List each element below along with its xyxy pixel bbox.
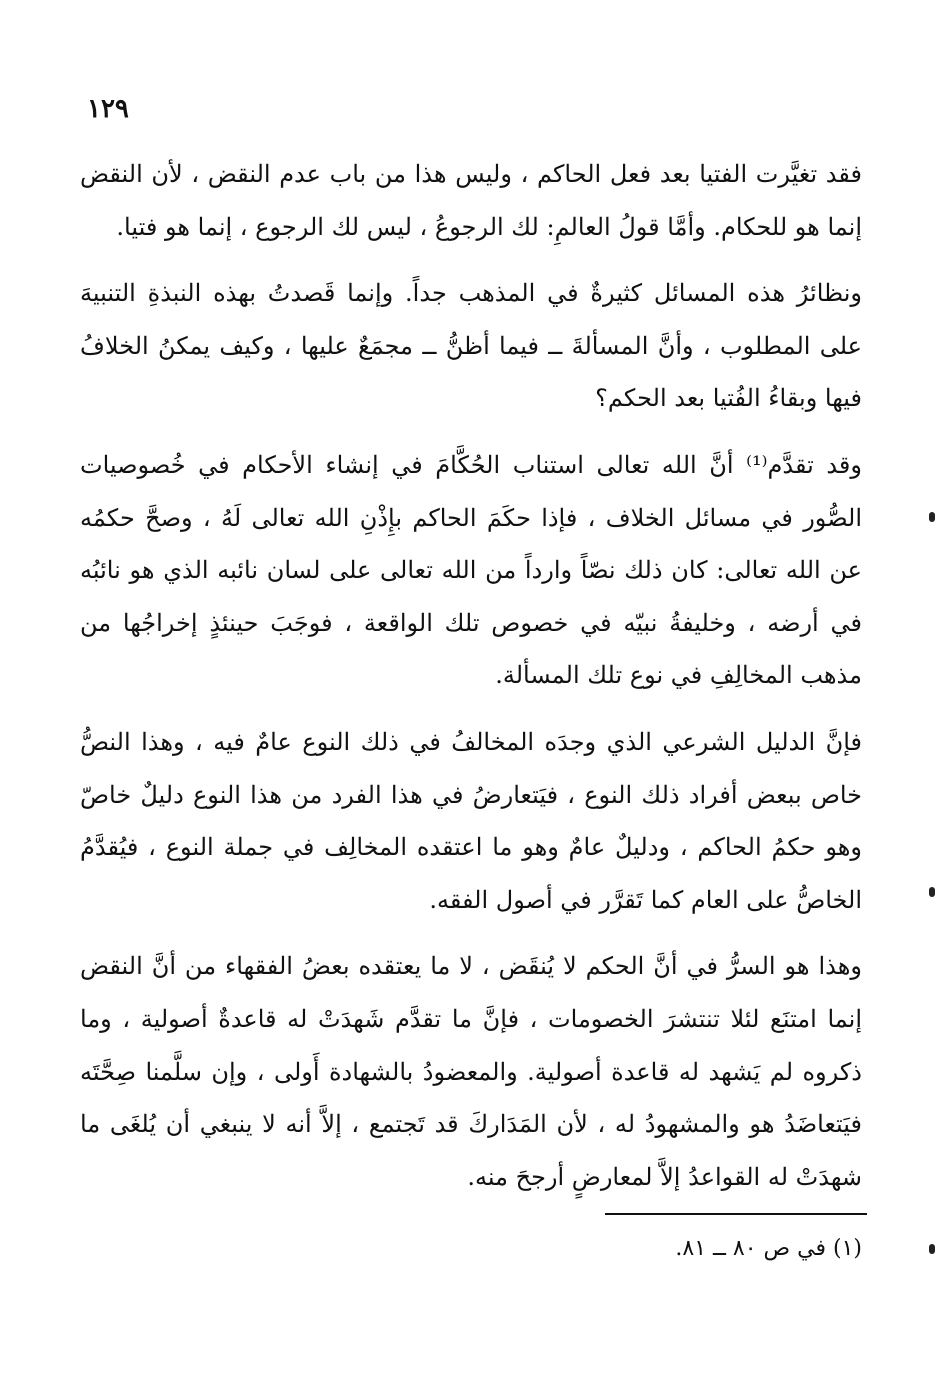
footnote: (١) في ص ٨٠ ــ ٨١. [675, 1236, 862, 1261]
paragraph: وقد تقدَّم⁽¹⁾ أنَّ الله تعالى استناب الحُكَّامَ في إنشاء الأحكام في خُصوصيات الصُّور في مسائل الخلاف ، فإذا حكَمَ الحاكم بإِذْنِ الله تعالى لَهُ ، وصحَّ حكمُه عن الله تعالى: كان ذلك نصّاً وارداً من الله تعالى على لسان نائبه الذي هو نائبُه في أرضه ، وخليفةُ نبيّه في خصوص تلك الواقعة ، فوجَبَ حينئذٍ إخراجُها من مذهب المخالِفِ في نوع تلك المسألة. [80, 450, 862, 690]
binding-hole-mark [929, 887, 935, 897]
paragraph: فإنَّ الدليل الشرعي الذي وجدَه المخالفُ في ذلك النوع عامٌ فيه ، وهذا النصُّ خاص ببعض أفراد ذلك النوع ، فيَتعارضُ في هذا الفرد من هذا النوع دليلٌ خاصّ وهو حكمُ الحاكم ، ودليلٌ عامٌ وهو ما اعتقده المخالِف في جملة النوع ، فيُقدَّمُ الخاصُّ على العام كما تَقرَّر في أصول الفقه. [80, 727, 862, 914]
paragraph: وهذا هو السرُّ في أنَّ الحكم لا يُنقَض ، لا ما يعتقده بعضُ الفقهاء من أنَّ النقض إنما امتنَع لئلا تنتشرَ الخصومات ، فإنَّ ما تقدَّم شَهدَتْ له قاعدةٌ أصولية ، وما ذكروه لم يَشهد له قاعدة أصولية. والمعضودُ بالشهادة أَولى ، وإن سلَّمنا صِحَّتَه فيَتعاضَدُ هو والمشهودُ له ، لأن المَدَاركَ قد تَجتمع ، إلاَّ أنه لا ينبغي أن يُلغَى ما شهدَتْ له القواعدُ إلاَّ لمعارضٍ أرجحَ منه. [80, 952, 862, 1191]
binding-hole-mark [929, 512, 935, 522]
paragraph: فقد تغيَّرت الفتيا بعد فعل الحاكم ، وليس هذا من باب عدم النقض ، لأن النقض إنما هو للحكام. وأمَّا قولُ العالمِ: لك الرجوعُ ، ليس لك الرجوع ، إنما هو فتيا. [80, 160, 862, 241]
binding-hole-mark [929, 1244, 935, 1254]
main-text [80, 148, 862, 1217]
page-number: ١٢٩ [87, 94, 129, 124]
paragraph: ونظائرُ هذه المسائل كثيرةٌ في المذهب جداً. وإنما قَصدتُ بهذه النبذةِ التنبيهَ على المطلوب ، وأنَّ المسألةَ ــ فيما أظنُّ ــ مجمَعٌ عليها ، وكيف يمكنُ الخلافُ فيها وبقاءُ الفُتيا بعد الحكم؟ [80, 279, 862, 413]
footnote-divider [605, 1213, 867, 1215]
